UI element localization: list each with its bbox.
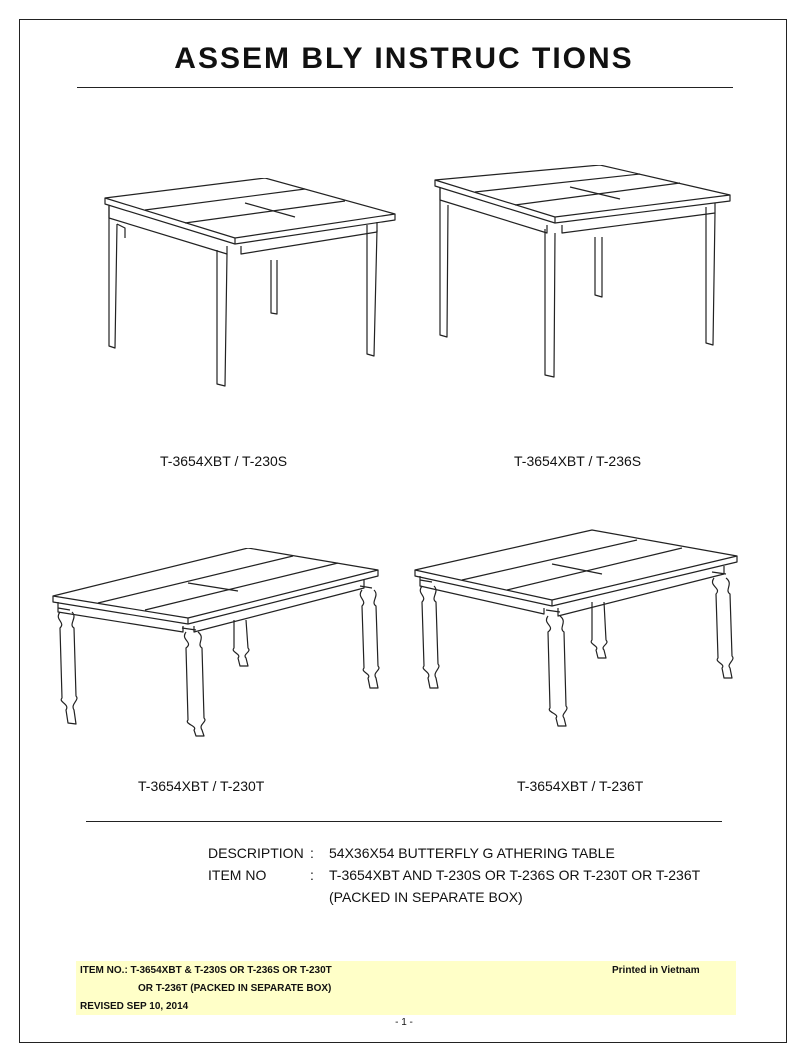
table-illustration-t236s (430, 165, 740, 380)
title-divider (77, 87, 733, 88)
footer-item-line1: ITEM NO.: T-3654XBT & T-230S OR T-236S OR T-230T (80, 965, 332, 976)
description-block (208, 842, 700, 908)
item-no-row (208, 864, 700, 886)
item-no-packing-note: (PACKED IN SEPARATE BOX) (329, 889, 523, 905)
description-value: 54X36X54 BUTTERFLY G ATHERING TABLE (329, 845, 615, 861)
item-no-sep-spacer (310, 886, 329, 908)
table-label-t236s: T-3654XBT / T-236S (514, 453, 642, 469)
footer-revised-date: REVISED SEP 10, 2014 (80, 1001, 189, 1012)
item-no-key: ITEM NO (208, 867, 267, 883)
table-illustration-t236t (412, 528, 742, 733)
footer-item-line2: OR T-236T (PACKED IN SEPARATE BOX) (138, 983, 332, 994)
page-title: ASSEM BLY INSTRUC TIONS (174, 42, 634, 75)
page-number: - 1 - (395, 1017, 413, 1028)
table-label-t230t: T-3654XBT / T-230T (138, 778, 265, 794)
description-key: DESCRIPTION (208, 845, 304, 861)
item-no-value: T-3654XBT AND T-230S OR T-236S OR T-230T OR T-236T (329, 867, 701, 883)
item-no-row-2 (208, 886, 700, 908)
item-no-separator: : (310, 867, 314, 883)
table-label-t230s: T-3654XBT / T-230S (160, 453, 288, 469)
description-separator: : (310, 845, 314, 861)
section-divider (86, 821, 722, 822)
table-label-t236t: T-3654XBT / T-236T (517, 778, 644, 794)
footer-printed-in: Printed in Vietnam (612, 965, 700, 976)
description-row (208, 842, 700, 864)
table-illustration-t230s (95, 178, 405, 388)
item-no-key-spacer (208, 886, 310, 908)
table-illustration-t230t (48, 548, 383, 738)
